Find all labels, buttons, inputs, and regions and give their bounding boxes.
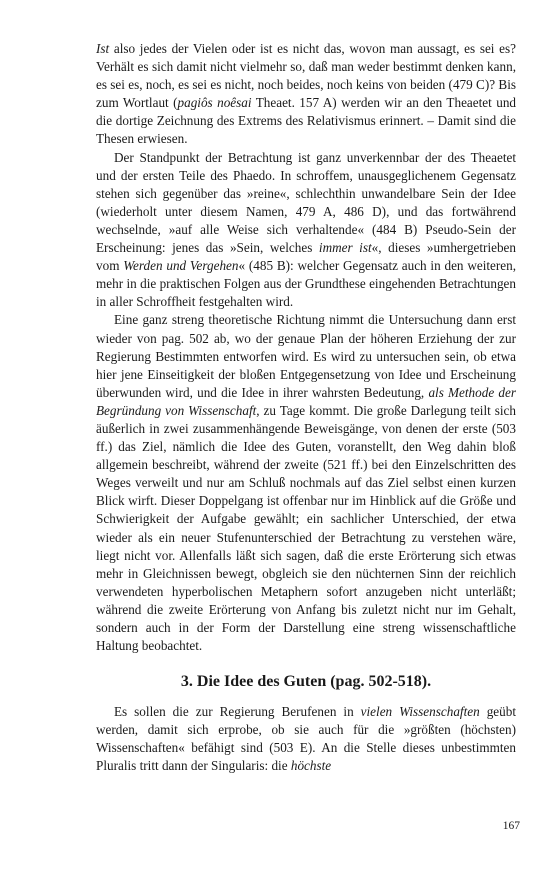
- page-number: 167: [502, 820, 520, 832]
- text-run: « (485 B): welcher Gegensatz auch in den weiteren, mehr in die praktischen Folgen aus der Grundthese eingehenden Betrachtungen in aller Schroffheit festgehalten wird.: [96, 258, 517, 310]
- text-run: Theaet. 157 A) werden wir an den Theaetet und die dortige Zeichnung des Extrems des Relativismus erinnert. – Damit sind die Thesen erwiesen.: [96, 95, 517, 147]
- text-run: Es sollen die zur Regierung Berufenen in: [114, 704, 361, 720]
- italic-text: pagiôs noêsai: [177, 95, 252, 111]
- italic-text: Ist: [96, 41, 110, 56]
- text-run: also jedes der Vielen oder ist es nicht das, wovon man aussagt, es sei es? Verhält es sich damit nicht vielmehr so, daß man weder bestimmt denken kann, es sei es, noch, es sei es nicht, noch beides, noch keins von beiden (479 C)? Bis zum Wortlaut (: [96, 41, 516, 111]
- section-heading: 3. Die Idee des Guten (pag. 502-518).: [180, 673, 432, 691]
- text-run: geübt werden, damit sich erprobe, ob sie auch für die »größten (höchsten) Wissenschaften« befähigt sind (503 E). An die Stelle dieses unbestimmten Pluralis tritt dann der Singularis: die: [96, 704, 517, 774]
- italic-text: Werden und Vergehen: [123, 258, 239, 274]
- italic-text: höchste: [290, 758, 332, 774]
- text-run: Der Standpunkt der Betrachtung ist ganz unverkennbar der des Theaetet und der ersten Teile des Phaedo. In schroffem, unausgeglichenem Gegensatz stehen sich gegenüber das »reine«, schlechthin unwandelbare Sein der Idee (wiederholt unter diesem Namen, 479 A, 486 D), und das fortwährend wechselnde, »auf alle Weise sich verhaltende« (484 B) Pseudo-Sein der Erscheinung: jenes das »Sein, welches: [96, 149, 516, 256]
- italic-text: vielen Wissenschaften: [360, 704, 480, 720]
- paragraph-2: [96, 149, 516, 312]
- paragraph-3: [96, 311, 516, 655]
- page-body: [96, 40, 516, 776]
- paragraph-4: [96, 703, 516, 775]
- italic-text: als Methode der Begründung von Wissenschaft: [96, 384, 516, 418]
- text-run: Eine ganz streng theoretische Richtung nimmt die Untersuchung dann erst wieder von pag. 502 ab, wo der genaue Plan der höheren Erziehung der zur Regierung Bestimmten entworfen wird. Es wird zu untersuchen sein, ob etwa hier jene Einseitigkeit der bloßen Entgegensetzung von Idee und Erscheinung überwunden wird, und die Idee in ihrer wahrsten Bedeutung,: [96, 312, 516, 400]
- paragraph-1: [96, 40, 516, 149]
- text-run: «, dieses »umhergetrieben vom: [96, 240, 516, 274]
- text-run: , zu Tage kommt. Die große Darlegung teilt sich äußerlich in zwei zusammenhängende Beweisgänge, von denen der erste (503 ff.) das Ziel, nämlich die Idee des Guten, voranstellt, den Weg dahin bloß allgemein beschreibt, während der zweite (521 ff.) bei den Einzelschritten des Weges verweilt und nur am Schluß nochmals auf das Ziel selbst einen kurzen Blick wirft. Dieser Doppelgang ist offenbar nur im Hinblick auf die Größe und Schwierigkeit der Aufgabe gewählt; ein sachlicher Unterschied, der etwa wieder als ein neuer Stufenunterschied der Betrachtung zu verstehen wäre, liegt nicht vor. Allenfalls läßt sich sagen, daß die erste Erörterung sich etwas mehr in Gleichnissen bewegt, obgleich sie den nüchternen Sinn der reichlich verwendeten hyperbolischen Metaphern sofort anzugeben nicht unterläßt; während die zweite Erörterung von Anfang bis zuletzt nicht nur im Gehalt, sondern auch in der Form der Darstellung eine streng wissenschaftliche Haltung beobachtet.: [96, 402, 516, 654]
- italic-text: immer ist: [318, 240, 372, 256]
